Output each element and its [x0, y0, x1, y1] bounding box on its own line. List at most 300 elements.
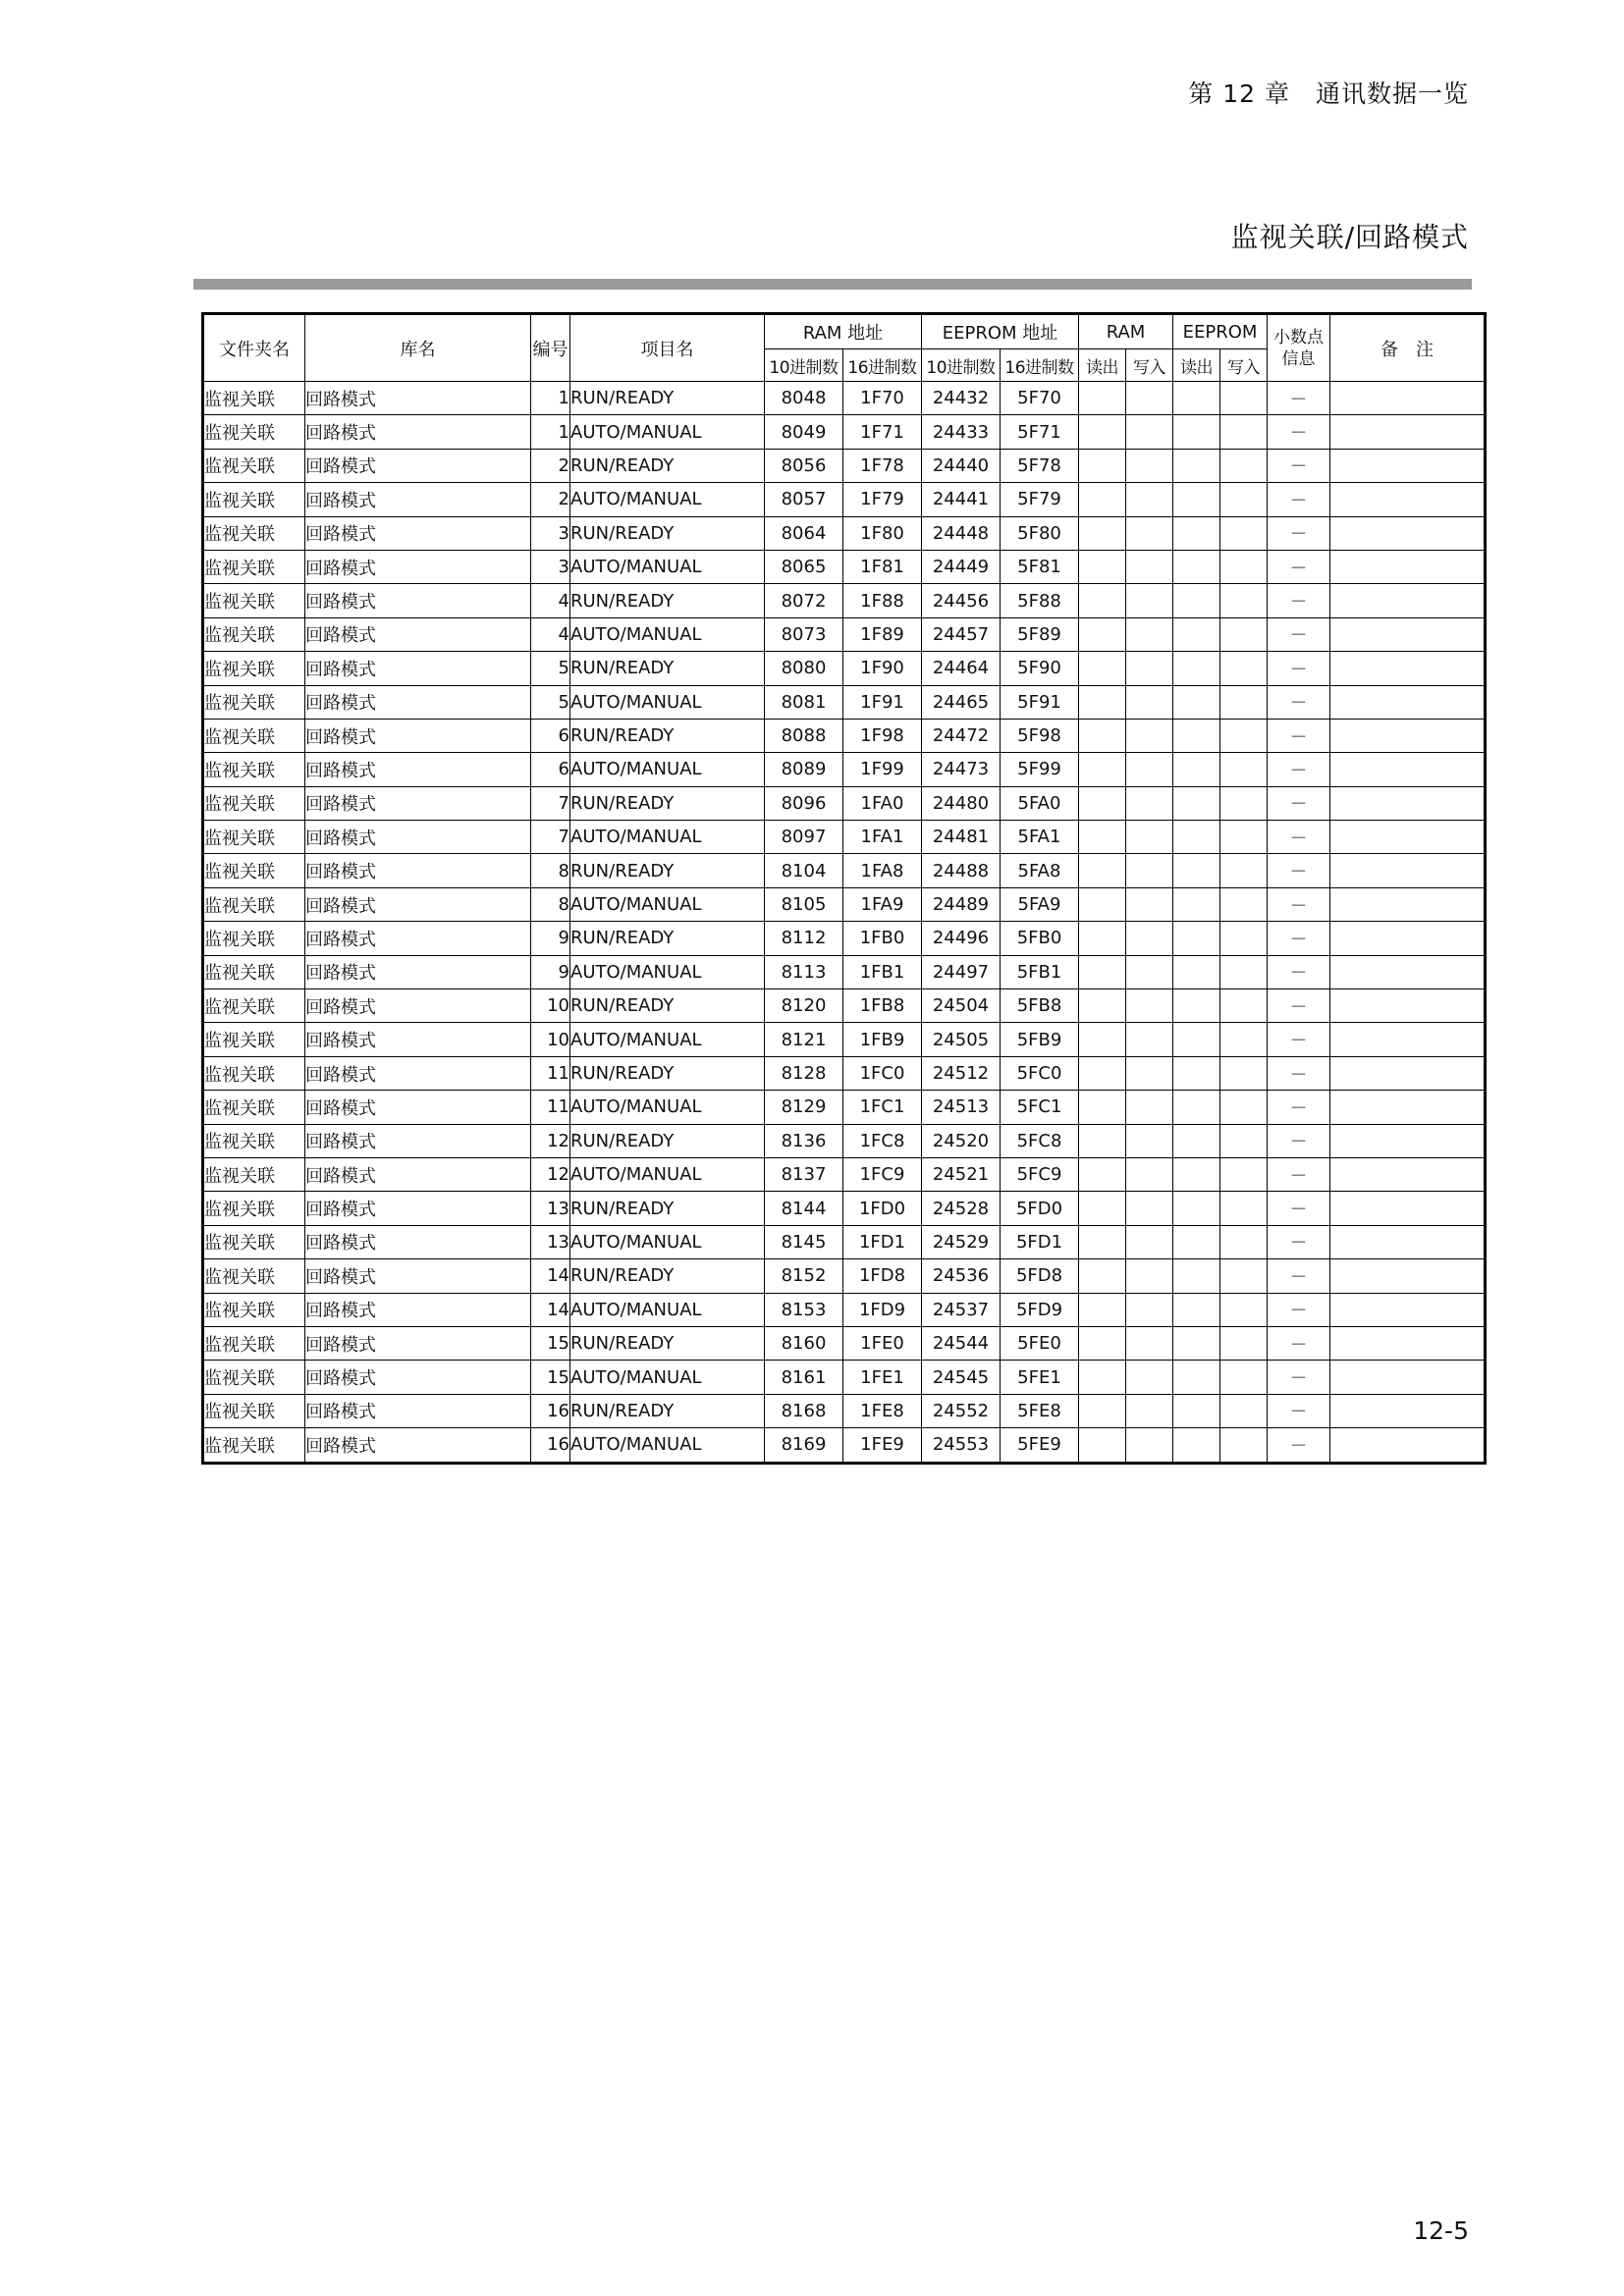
cell-remarks — [1330, 652, 1486, 685]
header-remarks: 备 注 — [1330, 314, 1486, 382]
cell-ram-hex: 1FE1 — [843, 1361, 922, 1394]
cell-remarks — [1330, 1259, 1486, 1293]
cell-ram-write — [1126, 415, 1173, 449]
table-row — [203, 1091, 1486, 1124]
cell-ram-hex: 1F89 — [843, 617, 922, 651]
cell-folder: 监视关联 — [203, 821, 305, 854]
table-row — [203, 1192, 1486, 1225]
cell-remarks — [1330, 1091, 1486, 1124]
cell-library: 回路模式 — [305, 854, 531, 887]
cell-ram-dec: 8049 — [765, 415, 843, 449]
cell-eeprom-hex: 5F89 — [1001, 617, 1079, 651]
cell-eeprom-hex: 5FD1 — [1001, 1225, 1079, 1258]
cell-eeprom-write — [1220, 1124, 1268, 1157]
cell-item: RUN/READY — [570, 1259, 765, 1293]
cell-ram-write — [1126, 449, 1173, 482]
cell-decimal-point: － — [1268, 989, 1330, 1023]
cell-number: 16 — [531, 1394, 570, 1427]
cell-ram-write — [1126, 922, 1173, 955]
cell-eeprom-read — [1173, 1056, 1220, 1090]
cell-item: RUN/READY — [570, 854, 765, 887]
cell-eeprom-read — [1173, 1023, 1220, 1056]
cell-decimal-point: － — [1268, 483, 1330, 516]
cell-ram-dec: 8057 — [765, 483, 843, 516]
table-row — [203, 685, 1486, 719]
cell-eeprom-dec: 24497 — [922, 955, 1001, 988]
cell-eeprom-hex: 5FA0 — [1001, 786, 1079, 820]
cell-decimal-point: － — [1268, 1091, 1330, 1124]
cell-eeprom-hex: 5F70 — [1001, 382, 1079, 415]
header-eeprom-hex: 16进制数 — [1001, 349, 1079, 382]
cell-ram-write — [1126, 617, 1173, 651]
cell-ram-write — [1126, 1225, 1173, 1258]
cell-number: 5 — [531, 652, 570, 685]
cell-library: 回路模式 — [305, 483, 531, 516]
cell-item: RUN/READY — [570, 1056, 765, 1090]
cell-ram-dec: 8048 — [765, 382, 843, 415]
cell-eeprom-write — [1220, 617, 1268, 651]
cell-library: 回路模式 — [305, 1023, 531, 1056]
cell-eeprom-dec: 24473 — [922, 753, 1001, 786]
cell-decimal-point: － — [1268, 449, 1330, 482]
cell-eeprom-write — [1220, 1192, 1268, 1225]
cell-ram-read — [1079, 415, 1126, 449]
cell-eeprom-dec: 24504 — [922, 989, 1001, 1023]
cell-ram-hex: 1FA9 — [843, 887, 922, 921]
cell-eeprom-read — [1173, 1157, 1220, 1191]
table-row — [203, 415, 1486, 449]
cell-number: 15 — [531, 1361, 570, 1394]
cell-ram-dec: 8144 — [765, 1192, 843, 1225]
cell-folder: 监视关联 — [203, 753, 305, 786]
cell-number: 14 — [531, 1259, 570, 1293]
cell-ram-dec: 8073 — [765, 617, 843, 651]
cell-decimal-point: － — [1268, 617, 1330, 651]
cell-ram-write — [1126, 516, 1173, 550]
cell-ram-read — [1079, 1225, 1126, 1258]
cell-number: 1 — [531, 415, 570, 449]
cell-item: RUN/READY — [570, 989, 765, 1023]
cell-ram-write — [1126, 753, 1173, 786]
cell-number: 5 — [531, 685, 570, 719]
cell-ram-read — [1079, 887, 1126, 921]
cell-folder: 监视关联 — [203, 1056, 305, 1090]
cell-ram-dec: 8105 — [765, 887, 843, 921]
cell-decimal-point: － — [1268, 719, 1330, 752]
cell-ram-hex: 1F90 — [843, 652, 922, 685]
table-row — [203, 719, 1486, 752]
cell-eeprom-write — [1220, 955, 1268, 988]
cell-remarks — [1330, 550, 1486, 583]
cell-item: RUN/READY — [570, 922, 765, 955]
cell-ram-read — [1079, 786, 1126, 820]
cell-ram-read — [1079, 1361, 1126, 1394]
cell-library: 回路模式 — [305, 652, 531, 685]
cell-eeprom-read — [1173, 1326, 1220, 1360]
cell-eeprom-write — [1220, 1428, 1268, 1463]
cell-ram-read — [1079, 1428, 1126, 1463]
cell-ram-write — [1126, 1361, 1173, 1394]
cell-item: AUTO/MANUAL — [570, 1157, 765, 1191]
cell-eeprom-hex: 5FD9 — [1001, 1293, 1079, 1326]
cell-ram-hex: 1F70 — [843, 382, 922, 415]
cell-ram-read — [1079, 1157, 1126, 1191]
cell-ram-read — [1079, 922, 1126, 955]
table-row — [203, 1259, 1486, 1293]
cell-remarks — [1330, 821, 1486, 854]
cell-remarks — [1330, 786, 1486, 820]
cell-eeprom-read — [1173, 584, 1220, 617]
table-row — [203, 1023, 1486, 1056]
cell-eeprom-hex: 5FE8 — [1001, 1394, 1079, 1427]
cell-number: 10 — [531, 1023, 570, 1056]
cell-item: AUTO/MANUAL — [570, 1428, 765, 1463]
header-ram-write: 写入 — [1126, 349, 1173, 382]
cell-folder: 监视关联 — [203, 685, 305, 719]
cell-library: 回路模式 — [305, 955, 531, 988]
cell-decimal-point: － — [1268, 1326, 1330, 1360]
cell-ram-hex: 1FA1 — [843, 821, 922, 854]
cell-ram-dec: 8145 — [765, 1225, 843, 1258]
cell-eeprom-read — [1173, 1225, 1220, 1258]
cell-ram-dec: 8153 — [765, 1293, 843, 1326]
cell-remarks — [1330, 922, 1486, 955]
cell-decimal-point: － — [1268, 1293, 1330, 1326]
cell-ram-dec: 8104 — [765, 854, 843, 887]
cell-eeprom-write — [1220, 1056, 1268, 1090]
cell-ram-dec: 8112 — [765, 922, 843, 955]
header-eeprom-read: 读出 — [1173, 349, 1220, 382]
cell-library: 回路模式 — [305, 821, 531, 854]
cell-ram-dec: 8137 — [765, 1157, 843, 1191]
cell-ram-read — [1079, 1091, 1126, 1124]
cell-ram-dec: 8121 — [765, 1023, 843, 1056]
cell-ram-write — [1126, 550, 1173, 583]
cell-ram-hex: 1FC9 — [843, 1157, 922, 1191]
cell-folder: 监视关联 — [203, 584, 305, 617]
cell-number: 11 — [531, 1056, 570, 1090]
cell-decimal-point: － — [1268, 1192, 1330, 1225]
cell-item: AUTO/MANUAL — [570, 1091, 765, 1124]
cell-ram-hex: 1FD0 — [843, 1192, 922, 1225]
cell-remarks — [1330, 753, 1486, 786]
cell-ram-read — [1079, 382, 1126, 415]
cell-eeprom-read — [1173, 617, 1220, 651]
cell-eeprom-dec: 24488 — [922, 854, 1001, 887]
cell-folder: 监视关联 — [203, 922, 305, 955]
cell-eeprom-dec: 24544 — [922, 1326, 1001, 1360]
cell-library: 回路模式 — [305, 887, 531, 921]
cell-library: 回路模式 — [305, 1157, 531, 1191]
cell-eeprom-dec: 24536 — [922, 1259, 1001, 1293]
cell-eeprom-hex: 5F98 — [1001, 719, 1079, 752]
header-decimal-point — [1268, 314, 1330, 382]
cell-item: RUN/READY — [570, 1394, 765, 1427]
cell-eeprom-write — [1220, 449, 1268, 482]
cell-library: 回路模式 — [305, 1192, 531, 1225]
table-row — [203, 1225, 1486, 1258]
cell-ram-dec: 8136 — [765, 1124, 843, 1157]
cell-remarks — [1330, 1023, 1486, 1056]
cell-eeprom-read — [1173, 955, 1220, 988]
cell-eeprom-write — [1220, 516, 1268, 550]
cell-decimal-point: － — [1268, 1023, 1330, 1056]
cell-decimal-point: － — [1268, 652, 1330, 685]
cell-ram-write — [1126, 719, 1173, 752]
cell-ram-write — [1126, 955, 1173, 988]
cell-library: 回路模式 — [305, 685, 531, 719]
cell-eeprom-hex: 5FC0 — [1001, 1056, 1079, 1090]
cell-ram-read — [1079, 719, 1126, 752]
cell-ram-read — [1079, 1326, 1126, 1360]
cell-number: 16 — [531, 1428, 570, 1463]
cell-eeprom-dec: 24441 — [922, 483, 1001, 516]
cell-number: 8 — [531, 854, 570, 887]
cell-eeprom-dec: 24456 — [922, 584, 1001, 617]
section-divider — [193, 279, 1472, 290]
table-row — [203, 1157, 1486, 1191]
cell-ram-dec: 8096 — [765, 786, 843, 820]
cell-eeprom-hex: 5F80 — [1001, 516, 1079, 550]
cell-ram-dec: 8129 — [765, 1091, 843, 1124]
cell-folder: 监视关联 — [203, 1023, 305, 1056]
cell-eeprom-write — [1220, 887, 1268, 921]
cell-eeprom-read — [1173, 1293, 1220, 1326]
header-ram-dec: 10进制数 — [765, 349, 843, 382]
cell-eeprom-read — [1173, 719, 1220, 752]
cell-eeprom-write — [1220, 1394, 1268, 1427]
cell-decimal-point: － — [1268, 955, 1330, 988]
cell-library: 回路模式 — [305, 1428, 531, 1463]
cell-item: RUN/READY — [570, 584, 765, 617]
header-number: 编号 — [531, 314, 570, 382]
cell-eeprom-write — [1220, 415, 1268, 449]
cell-ram-read — [1079, 1259, 1126, 1293]
cell-eeprom-write — [1220, 1157, 1268, 1191]
cell-item: AUTO/MANUAL — [570, 685, 765, 719]
cell-item: AUTO/MANUAL — [570, 955, 765, 988]
cell-ram-read — [1079, 1192, 1126, 1225]
cell-eeprom-read — [1173, 382, 1220, 415]
cell-remarks — [1330, 685, 1486, 719]
cell-number: 6 — [531, 753, 570, 786]
cell-eeprom-read — [1173, 753, 1220, 786]
cell-decimal-point: － — [1268, 854, 1330, 887]
cell-decimal-point: － — [1268, 887, 1330, 921]
table-row — [203, 449, 1486, 482]
cell-eeprom-hex: 5FA8 — [1001, 854, 1079, 887]
cell-eeprom-read — [1173, 449, 1220, 482]
table-row — [203, 550, 1486, 583]
cell-folder: 监视关联 — [203, 1259, 305, 1293]
cell-remarks — [1330, 415, 1486, 449]
cell-eeprom-write — [1220, 652, 1268, 685]
table-row — [203, 821, 1486, 854]
cell-folder: 监视关联 — [203, 887, 305, 921]
cell-remarks — [1330, 449, 1486, 482]
cell-remarks — [1330, 483, 1486, 516]
cell-eeprom-read — [1173, 1192, 1220, 1225]
cell-ram-read — [1079, 1394, 1126, 1427]
cell-decimal-point: － — [1268, 516, 1330, 550]
cell-ram-write — [1126, 1124, 1173, 1157]
cell-ram-dec: 8097 — [765, 821, 843, 854]
cell-folder: 监视关联 — [203, 1192, 305, 1225]
cell-number: 4 — [531, 617, 570, 651]
cell-eeprom-hex: 5FD0 — [1001, 1192, 1079, 1225]
header-ram-address: RAM 地址 — [765, 314, 922, 349]
cell-ram-hex: 1F79 — [843, 483, 922, 516]
cell-eeprom-write — [1220, 1361, 1268, 1394]
cell-eeprom-read — [1173, 483, 1220, 516]
cell-ram-read — [1079, 449, 1126, 482]
cell-eeprom-read — [1173, 415, 1220, 449]
cell-number: 9 — [531, 922, 570, 955]
table-row — [203, 652, 1486, 685]
cell-number: 2 — [531, 449, 570, 482]
cell-eeprom-hex: 5FD8 — [1001, 1259, 1079, 1293]
cell-decimal-point: － — [1268, 1361, 1330, 1394]
table-row — [203, 989, 1486, 1023]
chapter-header: 第 12 章 通讯数据一览 — [1188, 80, 1469, 108]
cell-library: 回路模式 — [305, 753, 531, 786]
cell-ram-hex: 1F99 — [843, 753, 922, 786]
cell-remarks — [1330, 1293, 1486, 1326]
cell-eeprom-read — [1173, 1259, 1220, 1293]
cell-ram-read — [1079, 821, 1126, 854]
cell-number: 1 — [531, 382, 570, 415]
cell-library: 回路模式 — [305, 1326, 531, 1360]
cell-item: AUTO/MANUAL — [570, 1293, 765, 1326]
cell-eeprom-dec: 24480 — [922, 786, 1001, 820]
cell-eeprom-read — [1173, 1124, 1220, 1157]
cell-ram-read — [1079, 1293, 1126, 1326]
cell-item: RUN/READY — [570, 516, 765, 550]
cell-ram-dec: 8089 — [765, 753, 843, 786]
cell-ram-dec: 8081 — [765, 685, 843, 719]
cell-decimal-point: － — [1268, 1056, 1330, 1090]
cell-number: 4 — [531, 584, 570, 617]
header-decimal-point-line2: 信息 — [1281, 348, 1316, 369]
cell-remarks — [1330, 584, 1486, 617]
cell-remarks — [1330, 1326, 1486, 1360]
table-row — [203, 922, 1486, 955]
cell-folder: 监视关联 — [203, 786, 305, 820]
cell-ram-hex: 1FC1 — [843, 1091, 922, 1124]
cell-ram-read — [1079, 989, 1126, 1023]
cell-eeprom-read — [1173, 821, 1220, 854]
cell-ram-write — [1126, 1091, 1173, 1124]
cell-eeprom-write — [1220, 719, 1268, 752]
cell-eeprom-dec: 24513 — [922, 1091, 1001, 1124]
cell-ram-read — [1079, 652, 1126, 685]
cell-eeprom-dec: 24448 — [922, 516, 1001, 550]
cell-number: 15 — [531, 1326, 570, 1360]
cell-ram-write — [1126, 1192, 1173, 1225]
cell-item: AUTO/MANUAL — [570, 887, 765, 921]
cell-number: 7 — [531, 786, 570, 820]
cell-ram-write — [1126, 1157, 1173, 1191]
cell-item: RUN/READY — [570, 449, 765, 482]
cell-eeprom-write — [1220, 550, 1268, 583]
cell-ram-hex: 1FE8 — [843, 1394, 922, 1427]
cell-remarks — [1330, 955, 1486, 988]
cell-library: 回路模式 — [305, 786, 531, 820]
cell-ram-hex: 1FB0 — [843, 922, 922, 955]
cell-number: 3 — [531, 516, 570, 550]
cell-number: 11 — [531, 1091, 570, 1124]
cell-folder: 监视关联 — [203, 1225, 305, 1258]
cell-eeprom-hex: 5F78 — [1001, 449, 1079, 482]
cell-remarks — [1330, 719, 1486, 752]
cell-number: 9 — [531, 955, 570, 988]
table-row — [203, 1124, 1486, 1157]
cell-eeprom-hex: 5FE9 — [1001, 1428, 1079, 1463]
table-row — [203, 1326, 1486, 1360]
cell-eeprom-hex: 5FC9 — [1001, 1157, 1079, 1191]
cell-remarks — [1330, 617, 1486, 651]
cell-ram-read — [1079, 550, 1126, 583]
cell-ram-write — [1126, 1326, 1173, 1360]
cell-eeprom-hex: 5F81 — [1001, 550, 1079, 583]
cell-eeprom-read — [1173, 685, 1220, 719]
cell-library: 回路模式 — [305, 1056, 531, 1090]
cell-ram-hex: 1F81 — [843, 550, 922, 583]
cell-eeprom-hex: 5FA9 — [1001, 887, 1079, 921]
cell-library: 回路模式 — [305, 584, 531, 617]
cell-eeprom-dec: 24528 — [922, 1192, 1001, 1225]
cell-ram-hex: 1FD8 — [843, 1259, 922, 1293]
cell-library: 回路模式 — [305, 1361, 531, 1394]
cell-remarks — [1330, 1056, 1486, 1090]
cell-eeprom-write — [1220, 1023, 1268, 1056]
table-row — [203, 955, 1486, 988]
cell-eeprom-dec: 24472 — [922, 719, 1001, 752]
cell-decimal-point: － — [1268, 382, 1330, 415]
cell-ram-dec: 8072 — [765, 584, 843, 617]
cell-library: 回路模式 — [305, 1259, 531, 1293]
cell-ram-dec: 8065 — [765, 550, 843, 583]
cell-library: 回路模式 — [305, 989, 531, 1023]
cell-folder: 监视关联 — [203, 449, 305, 482]
cell-library: 回路模式 — [305, 1293, 531, 1326]
cell-ram-write — [1126, 1023, 1173, 1056]
cell-decimal-point: － — [1268, 584, 1330, 617]
table-row — [203, 617, 1486, 651]
table-row — [203, 1361, 1486, 1394]
cell-ram-dec: 8128 — [765, 1056, 843, 1090]
cell-remarks — [1330, 516, 1486, 550]
cell-number: 10 — [531, 989, 570, 1023]
cell-ram-hex: 1F91 — [843, 685, 922, 719]
cell-ram-write — [1126, 786, 1173, 820]
cell-folder: 监视关联 — [203, 382, 305, 415]
cell-eeprom-dec: 24552 — [922, 1394, 1001, 1427]
cell-remarks — [1330, 1361, 1486, 1394]
cell-library: 回路模式 — [305, 1225, 531, 1258]
cell-ram-hex: 1FE9 — [843, 1428, 922, 1463]
header-ram-read: 读出 — [1079, 349, 1126, 382]
cell-eeprom-dec: 24465 — [922, 685, 1001, 719]
cell-library: 回路模式 — [305, 449, 531, 482]
cell-folder: 监视关联 — [203, 652, 305, 685]
table-row — [203, 584, 1486, 617]
cell-remarks — [1330, 382, 1486, 415]
cell-eeprom-hex: 5FB0 — [1001, 922, 1079, 955]
cell-remarks — [1330, 887, 1486, 921]
cell-ram-hex: 1F88 — [843, 584, 922, 617]
cell-eeprom-hex: 5FC8 — [1001, 1124, 1079, 1157]
